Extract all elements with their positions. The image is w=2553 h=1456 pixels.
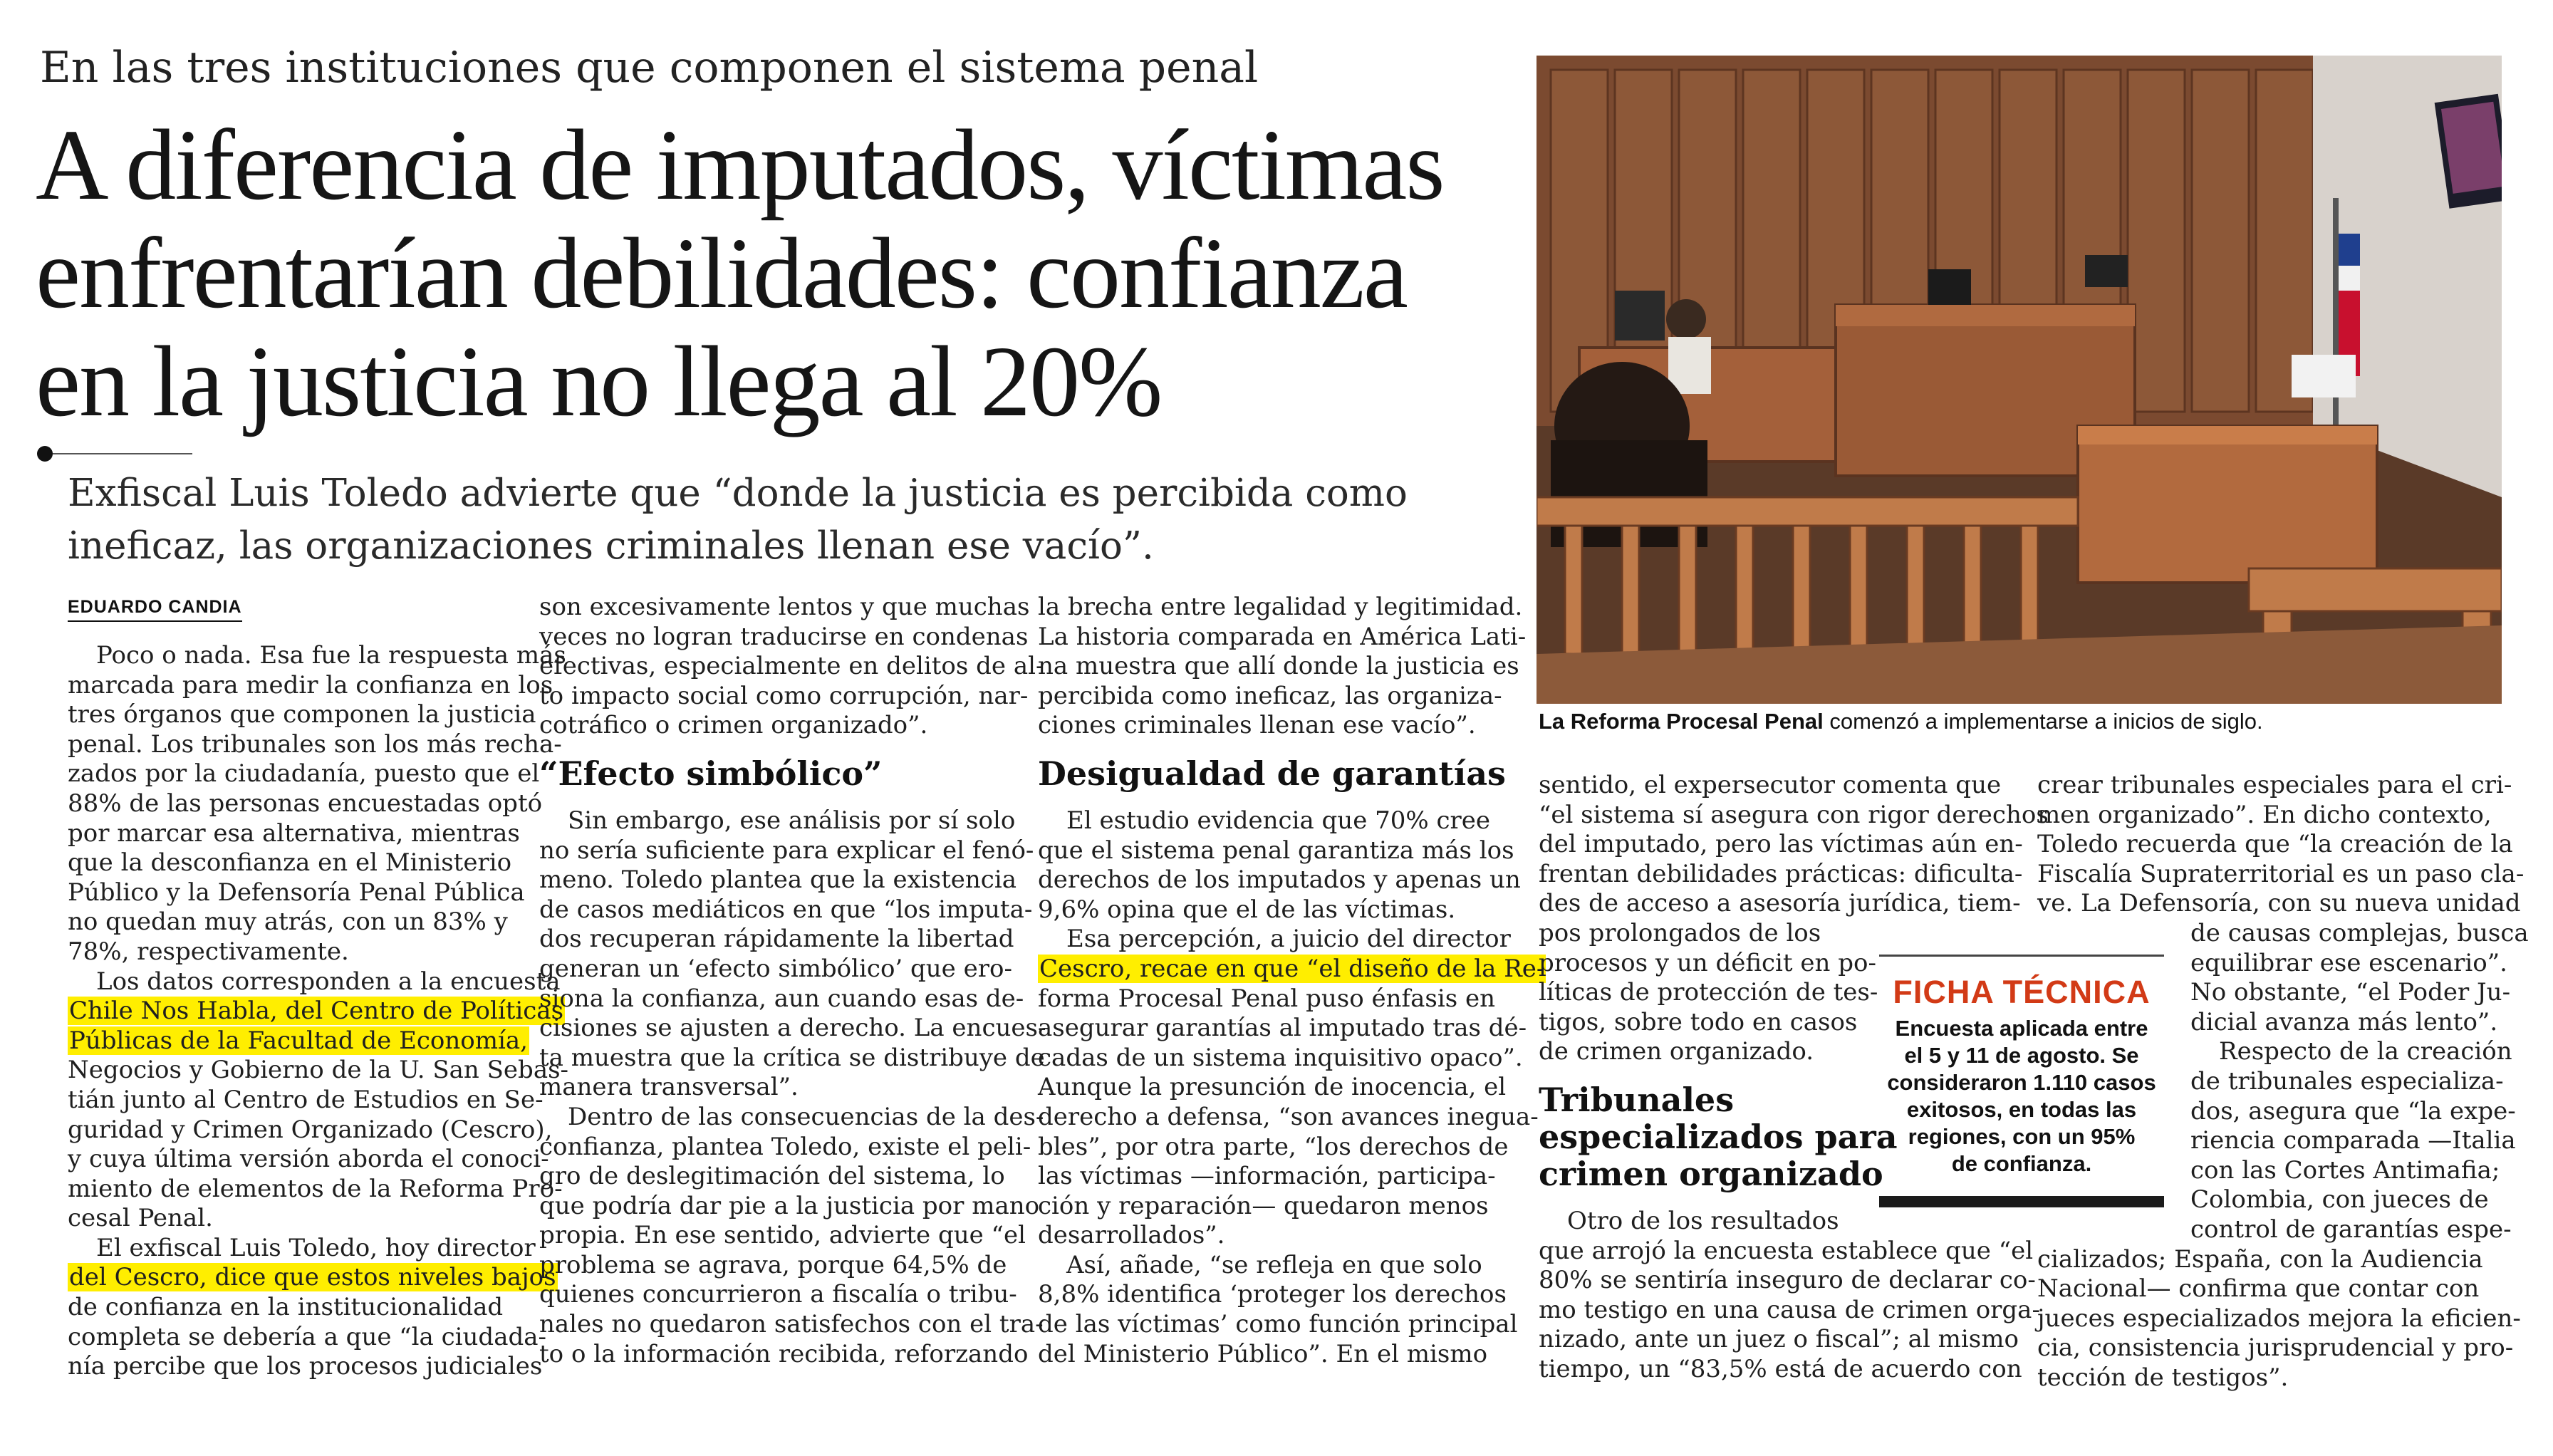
body-line: siona la confianza, aun cuando esas de-: [539, 984, 1024, 1013]
body-line: nizado, ante un juez o fiscal”; al mismo: [1539, 1325, 2019, 1354]
body-line: del imputado, pero las víctimas aún en-: [1539, 830, 2023, 859]
body-line: efectivas, especialmente en delitos de al-: [539, 652, 1044, 681]
body-line: tián junto al Centro de Estudios en Se-: [68, 1085, 544, 1114]
subheading: Desigualdad de garantías: [1038, 754, 1506, 793]
body-line: “el sistema sí asegura con rigor derechos: [1539, 800, 2049, 829]
body-line: que el sistema penal garantiza más los: [1038, 836, 1514, 865]
body-line: [1038, 954, 1545, 984]
body-line: cesal Penal.: [68, 1204, 213, 1233]
body-line: crear tribunales especiales para el cri-: [2037, 771, 2512, 799]
body-line: [68, 1026, 528, 1056]
body-line: de las víctimas’ como función principal: [1038, 1310, 1518, 1339]
fact-box-line: de confianza.: [1951, 1151, 2092, 1176]
body-line: cadas de un sistema inquisitivo opaco”.: [1038, 1043, 1523, 1072]
body-line: dos, asegura que “la expe-: [2190, 1096, 2516, 1125]
body-line: cializados; España, con la Audiencia: [2037, 1244, 2483, 1274]
body-line: nía percibe que los procesos judiciales: [68, 1352, 543, 1381]
body-line: 9,6% opina que el de las víctimas.: [1038, 895, 1456, 924]
body-line: Esa percepción, a juicio del director: [1066, 925, 1511, 954]
body-line: No obstante, “el Poder Ju-: [2190, 978, 2511, 1007]
body-line: na muestra que allí donde la justicia es: [1038, 652, 1519, 681]
body-line: confianza, plantea Toledo, existe el peli-: [539, 1132, 1031, 1161]
body-line: Público y la Defensoría Penal Pública: [68, 878, 525, 907]
body-line: veces no logran traducirse en condenas: [539, 622, 1029, 651]
article-column-3: [1038, 593, 1545, 1369]
body-line: Otro de los resultados: [1567, 1206, 1839, 1235]
body-line: marcada para medir la confianza en los: [68, 670, 553, 700]
fact-box-line: Encuesta aplicada entre: [1895, 1016, 2148, 1041]
caption-bold: La Reforma Procesal Penal: [1539, 709, 1824, 734]
article-column-1: [68, 641, 569, 1382]
headline-line: en la justicia no llega al 20%: [36, 325, 1162, 437]
headline-line: A diferencia de imputados, víctimas: [36, 108, 1444, 221]
body-line: mo testigo en una causa de crimen orga-: [1539, 1295, 2040, 1324]
body-line: no quedan muy atrás, con un 83% y: [68, 908, 508, 937]
highlight: Cescro, recae en que “el diseño de la Re-: [1039, 954, 1545, 983]
body-line: completa se debería a que “la ciudada-: [68, 1322, 546, 1351]
kicker: En las tres instituciones que componen el sistema penal: [40, 43, 1259, 93]
body-line: percibida como ineficaz, las organiza-: [1038, 681, 1502, 710]
body-line: 80% se sentiría inseguro de declarar co-: [1539, 1266, 2036, 1295]
subheading: “Efecto simbólico”: [539, 754, 883, 793]
body-line: forma Procesal Penal puso énfasis en: [1038, 984, 1495, 1013]
body-line: por marcar esa alternativa, mientras: [68, 818, 520, 848]
body-line: dos recuperan rápidamente la libertad: [539, 925, 1014, 954]
body-line: cia, consistencia jurisprudencial y pro-: [2037, 1333, 2514, 1363]
body-line: to impacto social como corrupción, nar-: [539, 681, 1029, 710]
deck-line: Exfiscal Luis Toledo advierte que “donde la justicia es percibida como: [68, 472, 1408, 515]
body-line: del Ministerio Público”. En el mismo: [1038, 1339, 1488, 1368]
body-line: frentan debilidades prácticas: dificulta-: [1539, 859, 2023, 888]
body-line: sentido, el expersecutor comenta que: [1539, 771, 2002, 799]
body-line: tección de testigos”.: [2037, 1363, 2289, 1392]
body-line: Toledo recuerda que “la creación de la: [2037, 830, 2513, 859]
body-line: problema se agrava, porque 64,5% de: [539, 1250, 1007, 1279]
body-line: son excesivamente lentos y que muchas: [539, 593, 1030, 621]
body-line: 78%, respectivamente.: [68, 937, 349, 966]
body-line: [68, 997, 564, 1026]
body-line: desarrollados”.: [1038, 1221, 1225, 1250]
body-line: Nacional— confirma que contar con: [2037, 1274, 2480, 1304]
body-line: y cuya última versión aborda el conoci-: [68, 1145, 549, 1174]
body-line: las víctimas —información, participa-: [1038, 1162, 1496, 1191]
body-line: de crimen organizado.: [1539, 1037, 1814, 1066]
deck: [68, 467, 1499, 573]
body-line: propia. En ese sentido, advierte que “el: [539, 1221, 1026, 1250]
body-line: gro de deslegitimación del sistema, lo: [539, 1162, 1005, 1191]
article-column-5: [2037, 771, 2529, 1393]
body-line: des de acceso a asesoría jurídica, tiem-: [1539, 889, 2021, 918]
byline: EDUARDO CANDIA: [68, 597, 242, 622]
body-line: de casos mediáticos en que “los imputa-: [539, 895, 1033, 924]
body-line: ciones criminales llenan ese vacío”.: [1038, 711, 1476, 740]
body-line: manera transversal”.: [539, 1073, 799, 1102]
body-line: Negocios y Gobierno de la U. San Sebas-: [68, 1056, 569, 1085]
highlight: Públicas de la Facultad de Economía,: [69, 1026, 528, 1055]
fact-box-line: regiones, con un 95%: [1908, 1124, 2136, 1149]
body-line: dicial avanza más lento”.: [2190, 1007, 2498, 1036]
body-line: El exfiscal Luis Toledo, hoy director: [96, 1233, 536, 1262]
body-line: riencia comparada —Italia: [2190, 1126, 2516, 1155]
body-line: ve. La Defensoría, con su nueva unidad: [2037, 889, 2521, 918]
body-line: jueces especializados mejora la eficien-: [2037, 1304, 2521, 1333]
body-line: ta muestra que la crítica se distribuye de: [539, 1043, 1045, 1072]
body-line: derechos de los imputados y apenas un: [1038, 865, 1521, 895]
body-line: La historia comparada en América Lati-: [1038, 622, 1527, 651]
body-line: líticas de protección de tes-: [1539, 978, 1878, 1007]
photo-caption: [1539, 709, 2263, 734]
headline-line: enfrentarían debilidades: confianza: [36, 217, 1407, 329]
body-line: men organizado”. En dicho contexto,: [2037, 800, 2492, 829]
body-line: tigos, sobre todo en casos: [1539, 1007, 1858, 1036]
deck-line: ineficaz, las organizaciones criminales llenan ese vacío”.: [68, 524, 1154, 568]
divider-dot: [37, 446, 53, 462]
body-line: Sin embargo, ese análisis por sí solo: [568, 806, 1016, 835]
body-line: nales no quedaron satisfechos con el tra-: [539, 1310, 1044, 1339]
body-line: Colombia, con jueces de: [2190, 1185, 2489, 1215]
body-line: procesos y un déficit en po-: [1539, 948, 1876, 977]
body-line: quienes concurrieron a fiscalía o tribu-: [539, 1280, 1017, 1309]
body-line: equilibrar ese escenario”.: [2190, 948, 2507, 977]
body-line: de causas complejas, busca: [2190, 918, 2529, 947]
body-line: control de garantías espe-: [2190, 1215, 2512, 1244]
body-line: Así, añade, “se refleja en que solo: [1066, 1250, 1482, 1279]
body-line: con las Cortes Antimafia;: [2190, 1155, 2500, 1185]
highlight: Chile Nos Habla, del Centro de Políticas: [69, 997, 564, 1026]
caption-text: comenzó a implementarse a inicios de siglo.: [1823, 709, 2263, 734]
body-line: derecho a defensa, “son avances inegua-: [1038, 1102, 1539, 1131]
body-line: de confianza en la institucionalidad: [68, 1293, 504, 1322]
subheading: Tribunales: [1539, 1080, 1735, 1119]
body-line: tiempo, un “83,5% está de acuerdo con: [1539, 1354, 2022, 1383]
article-column-2: [539, 593, 1046, 1369]
body-line: Dentro de las consecuencias de la des-: [568, 1102, 1044, 1131]
body-line: bles”, por otra parte, “los derechos de: [1038, 1132, 1509, 1161]
body-line: de tribunales especializa-: [2190, 1066, 2504, 1096]
body-line: cisiones se ajusten a derecho. La encues-: [539, 1014, 1046, 1043]
subheading: crimen organizado: [1539, 1154, 1883, 1193]
body-line: 88% de las personas encuestadas optó: [68, 789, 543, 818]
body-line: 8,8% identifica ‘proteger los derechos: [1038, 1280, 1507, 1309]
body-line: penal. Los tribunales son los más recha-: [68, 729, 562, 759]
divider-line: [53, 453, 192, 454]
body-line: Fiscalía Supraterritorial es un paso cla-: [2037, 859, 2525, 888]
body-line: Respecto de la creación: [2219, 1037, 2512, 1066]
fact-box-title: FICHA TÉCNICA: [1893, 974, 2151, 1010]
body-line: meno. Toledo plantea que la existencia: [539, 865, 1016, 895]
body-line: miento de elementos de la Reforma Pro-: [68, 1174, 563, 1203]
body-line: zados por la ciudadanía, puesto que el: [68, 759, 540, 789]
body-line: Poco o nada. Esa fue la respuesta más: [96, 641, 566, 670]
fact-box-line: el 5 y 11 de agosto. Se: [1904, 1043, 2139, 1068]
body-line: Los datos corresponden a la encuesta: [96, 967, 561, 996]
body-line: to o la información recibida, reforzando: [539, 1339, 1029, 1368]
body-line: ción y reparación— quedaron menos: [1038, 1191, 1489, 1220]
body-line: generan un ‘efecto simbólico’ que ero-: [539, 954, 1012, 983]
body-line: que arrojó la encuesta establece que “el: [1539, 1236, 2034, 1265]
fact-box-line: exitosos, en todas las: [1906, 1097, 2137, 1122]
body-line: guridad y Crimen Organizado (Cescro),: [68, 1115, 553, 1144]
body-line: que podría dar pie a la justicia por mano: [539, 1191, 1040, 1220]
courtroom-photo: [1537, 56, 2502, 704]
headline: [36, 110, 1524, 435]
body-line: El estudio evidencia que 70% cree: [1066, 806, 1491, 835]
body-line: pos prolongados de los: [1539, 918, 1821, 947]
body-line: tres órganos que componen la justicia: [68, 700, 536, 729]
highlight: del Cescro, dice que estos niveles bajos: [69, 1263, 556, 1292]
fact-box-line: consideraron 1.110 casos: [1887, 1070, 2156, 1095]
body-line: asegurar garantías al imputado tras dé-: [1038, 1014, 1527, 1043]
body-line: no sería suficiente para explicar el fenó-: [539, 836, 1034, 865]
subheading: especializados para: [1539, 1117, 1898, 1156]
body-line: [68, 1263, 556, 1293]
body-line: Aunque la presunción de inocencia, el: [1038, 1073, 1507, 1102]
body-line: que la desconfianza en el Ministerio: [68, 848, 512, 878]
body-line: cotráfico o crimen organizado”.: [539, 711, 928, 740]
body-line: la brecha entre legalidad y legitimidad.: [1038, 593, 1523, 621]
